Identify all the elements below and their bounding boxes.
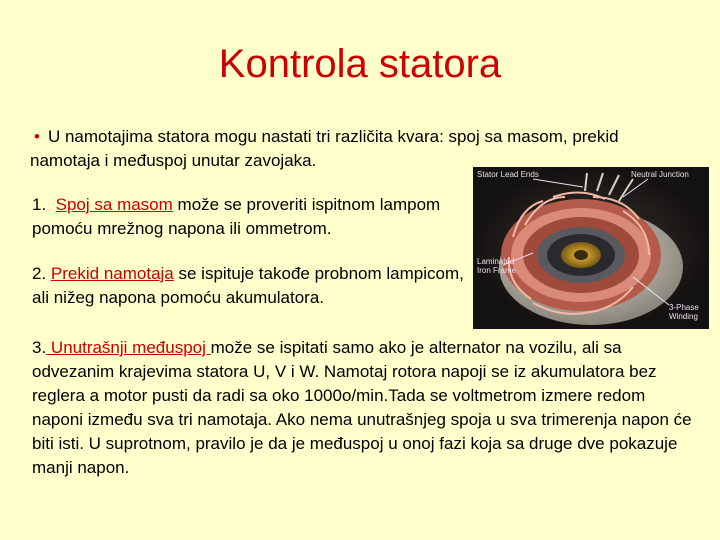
intro-text: U namotajima statora mogu nastati tri različita kvara: spoj sa masom, prekid namotaja i međuspoj unutar zavojaka. [30,127,619,170]
item-number: 2. [32,264,47,283]
item-heading: Unutrašnji međuspoj [46,338,211,357]
stator-photo [473,167,709,329]
item-text: može se proveriti ispitnom lampom pomoću mrežnog napona ili ommetrom. [32,195,441,238]
item-number: 1. [32,195,47,214]
item-heading: Spoj sa masom [55,195,173,214]
label-laminated-iron-frame: Laminated Iron Frame [477,257,517,275]
item-text: može se ispitati samo ako je alternator na vozilu, ali sa odvezanim krajevima statora U, V i W. Namotaj rotora napoji se iz akumulatora bez reglera a motor pusti da radi sa oko 1000o/min.Tada se voltmetrom izmere redom naponi između sva tri namotaja. Ako nema unutrašnjeg spoja u sva trimerenja napon će biti isti. U suprotnom, pravilo je da je međuspoj u onoj fazi koja sa druge dve pokazuje manji napon. [32,338,692,477]
label-stator-lead-ends: Stator Lead Ends [477,170,539,179]
item-number: 3. [32,338,47,357]
intro-bullet [30,125,690,173]
item-2 [32,262,477,310]
item-1 [32,193,472,241]
bullet-icon: • [34,127,40,146]
item-3 [32,336,692,480]
item-heading: Prekid namotaja [50,264,174,283]
label-neutral-junction: Neutral Junction [631,170,689,179]
slide-title: Kontrola statora [218,42,502,86]
item-text: se ispituje takođe probnom lampicom, ali nižeg napona pomoću akumulatora. [32,264,464,307]
label-three-phase-winding: 3-Phase Winding [669,303,699,321]
